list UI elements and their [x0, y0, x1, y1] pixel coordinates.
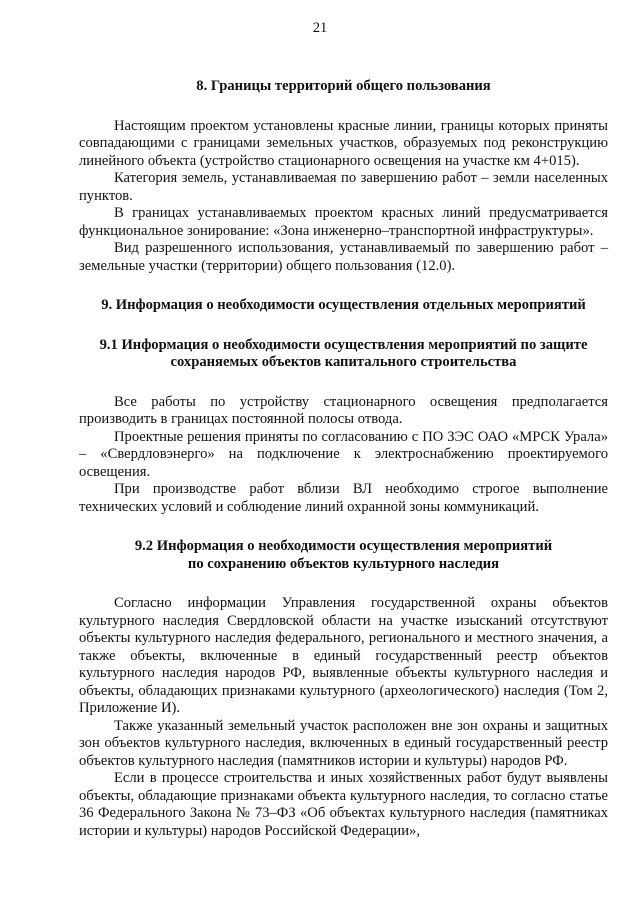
- section-8-paragraph: Настоящим проектом установлены красные линии, границы которых приняты совпадающими с границами земельных участков, образуемых под реконструкцию линейного объекта (устройство стационарного освещения на участке км 4+015).: [79, 117, 608, 169]
- section-9-2-paragraph: Согласно информации Управления государственной охраны объектов культурного наследия Свердловской области на участке изысканий отсутствуют объекты культурного наследия федерального, регионального и местного значения, а также объекты, включенные в единый государственный реестр объектов культурного наследия народов РФ, выявленные объекты культурного наследия и объекты, обладающих признаками культурного (археологического) наследия (Том 2, Приложение И).: [79, 595, 608, 716]
- section-9-2-heading-line2: по сохранению объектов культурного наследия: [187, 555, 500, 572]
- page-content: [79, 78, 608, 840]
- section-8-heading: 8. Границы территорий общего пользования: [196, 78, 491, 94]
- section-9-1-heading-line2: сохраняемых объектов капитального строительства: [170, 354, 517, 370]
- section-8-paragraph: В границах устанавливаемых проектом красных линий предусматривается функциональное зонирование: «Зона инженерно–транспортной инфраструктуры».: [79, 205, 608, 239]
- section-8-paragraph: Категория земель, устанавливаемая по завершению работ – земли населенных пунктов.: [79, 170, 608, 204]
- section-8-paragraph: Вид разрешенного использования, устанавливаемый по завершению работ – земельные участки (территории) общего пользования (12.0).: [79, 240, 608, 274]
- section-9-heading: 9. Информация о необходимости осуществления отдельных мероприятий: [101, 297, 586, 313]
- section-9-1-paragraph: Проектные решения приняты по согласованию с ПО ЗЭС ОАО «МРСК Урала» – «Свердловэнерго» на подключение к электроснабжению проектируемого освещения.: [79, 428, 608, 480]
- section-9-1-paragraph: Все работы по устройству стационарного освещения предполагается производить в границах постоянной полосы отвода.: [79, 393, 608, 427]
- page-number: 21: [312, 20, 328, 36]
- section-9-2-heading-line1: 9.2 Информация о необходимости осуществления мероприятий: [134, 538, 553, 554]
- section-9-2-paragraph: Если в процессе строительства и иных хозяйственных работ будут выявлены объекты, обладающие признаками объекта культурного наследия, то согласно статье 36 Федерального Закона № 73–ФЗ «Об объектах культурного наследия (памятниках истории и культуры) народов Российской Федерации»,: [79, 770, 608, 839]
- section-9-1-heading-line1: 9.1 Информация о необходимости осуществления мероприятий по защите: [99, 336, 588, 353]
- section-9-2-paragraph: Также указанный земельный участок расположен вне зон охраны и защитных зон объектов культурного наследия, включенных в единый государственный реестр объектов культурного наследия (памятников истории и культуры) народов РФ.: [79, 717, 608, 769]
- section-9-1-paragraph: При производстве работ вблизи ВЛ необходимо строгое выполнение технических условий и соблюдение линий охранной зоны коммуникаций.: [79, 481, 608, 515]
